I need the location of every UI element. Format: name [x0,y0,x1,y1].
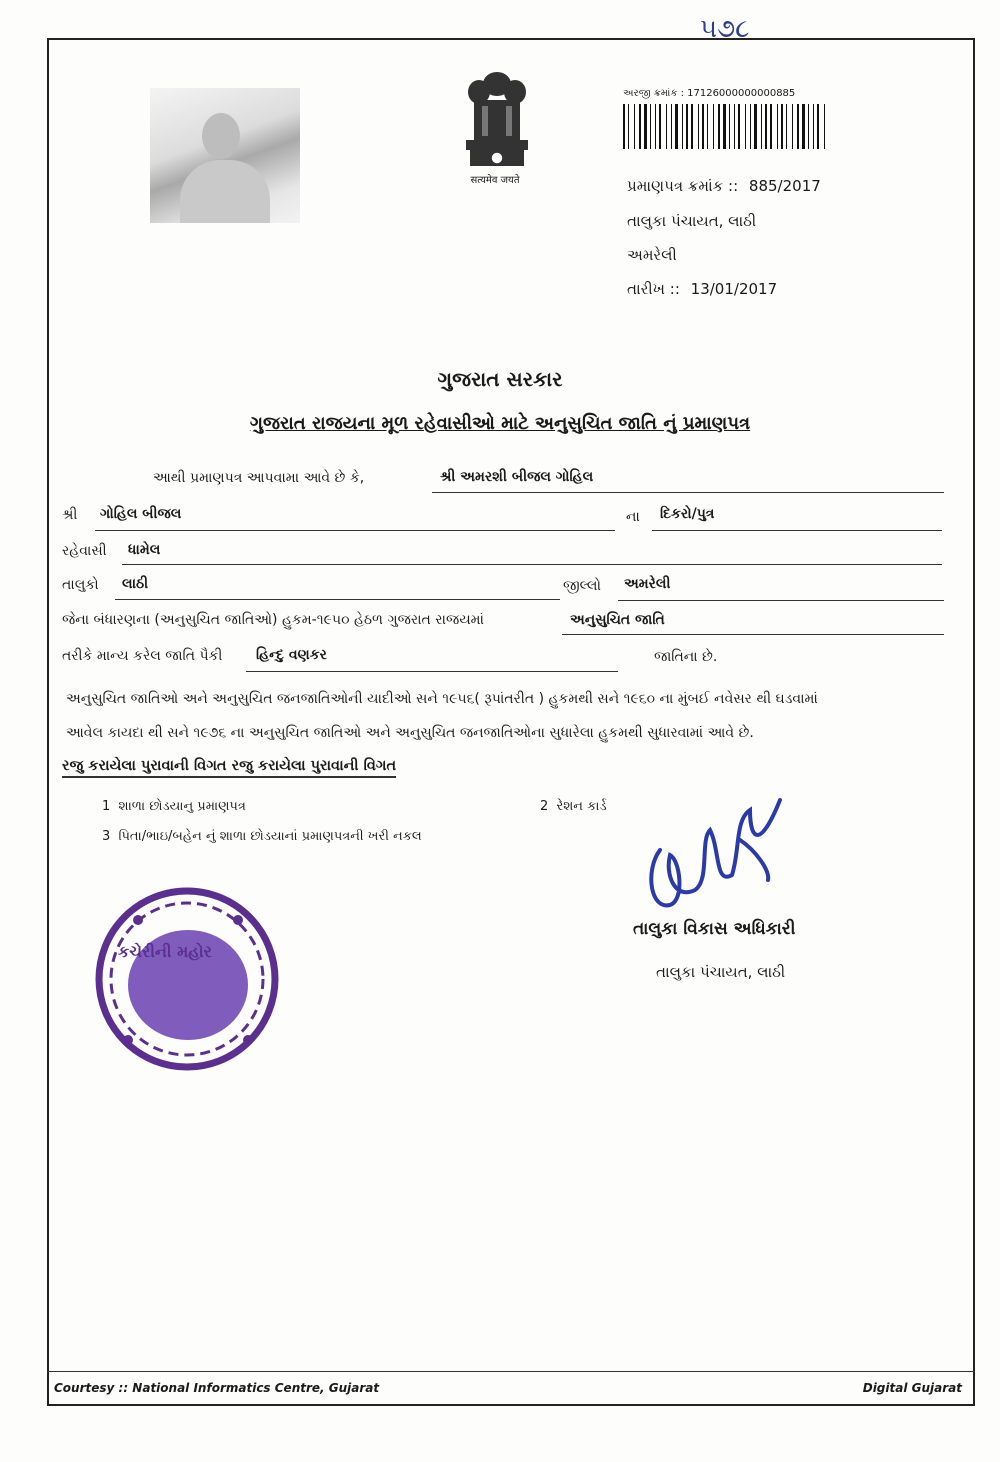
certificate-date: 13/01/2017 [690,280,778,298]
relation: દિકરો/પુત્ર [660,506,715,522]
residence: ધામેલ [128,542,161,558]
certificate-number-label: પ્રમાણપત્ર ક્રમાંક :: [627,177,739,195]
parent-label: શ્રી [62,507,78,523]
application-number-value: 17126000000000885 [687,88,796,99]
document-item: 2 રેશન કાર્ડ [540,799,607,814]
holder-name-line [432,492,944,493]
paragraph-line-2: આવેલ કાયદા થી સને ૧૯૭૬ ના અનુસુચિત જાતિઓ અને અનુસુચિત જનજાતિઓના સુધારેલા હુકમથી સુધારવામાં આવે છે. [66,725,754,741]
taluka-label: તાલુકો [62,577,99,593]
parent-name: ગોહિલ બીજલ [100,506,182,522]
intro-label: આથી પ્રમાણપત્ર આપવામા આવે છે કે, [153,470,365,486]
relation-label: ના [626,509,640,525]
holder-name: શ્રી અમરશી બીજલ ગોહિલ [440,469,594,485]
order-label: જેના બંધારણના (અનુસુચિત જાતિઓ) હુકમ-૧૯૫૦ હેઠળ ગુજરાત રાજયમાં [62,612,484,628]
taluka: લાઠી [122,576,149,592]
issuing-district: અમરેલી [627,246,677,264]
document-item: 3 પિતા/ભાઇ/બહેન નું શાળા છોડયાનાં પ્રમાણપત્રની ખરી નકલ [102,829,422,844]
issuing-government: ગુજરાત સરકાર [437,367,563,391]
certificate-number-row [627,177,821,195]
residence-label: રહેવાસી [62,543,107,559]
officer-title: તાલુકા વિકાસ અધિકારી [633,919,796,939]
certificate-date-label: તારીખ :: [627,280,680,298]
application-number [623,88,795,99]
footer-courtesy: Courtesy :: National Informatics Centre, Gujarat [54,1381,380,1395]
amendment-paragraph [66,682,946,750]
district-label: જીલ્લો [563,578,601,594]
footer-brand: Digital Gujarat [862,1381,962,1395]
office-seal [88,880,286,1078]
parent-name-line [95,530,615,531]
footer-divider [47,1371,975,1372]
district-line [618,600,944,601]
officer-signature [640,780,790,930]
page-number: ૫૭૮ [700,14,750,44]
district: અમરેલી [624,576,671,592]
documents-title: રજુ કરાયેલા પુરાવાની વિગત રજુ કરાયેલા પુરાવાની વિગત [62,758,396,778]
caste-suffix: જાતિના છે. [654,649,718,665]
emblem-motto: सत्यमेव जयते [470,175,520,186]
caste-line [246,671,618,672]
caste: હિન્દુ વણકર [256,647,327,663]
applicant-photo [150,88,300,223]
seal-text: કચેરીની મહોર [118,942,212,961]
issuing-office: તાલુકા પંચાયત, લાઠી [627,212,757,230]
barcode [623,104,828,149]
national-emblem-icon [452,62,542,182]
certificate-number: 885/2017 [748,177,821,195]
application-number-label: અરજી ક્રમાંક : [623,88,684,99]
category-line [562,634,944,635]
document-item: 1 શાળા છોડયાનુ પ્રમાણપત્ર [102,799,246,814]
certificate-title: ગુજરાત રાજયના મૂળ રહેવાસીઓ માટે અનુસુચિત જાતિ નું પ્રમાણપત્ર [249,413,751,434]
category: અનુસુચિત જાતિ [570,612,665,628]
relation-line [652,530,942,531]
certificate-date-row [627,280,777,298]
paragraph-line-1: અનુસુચિત જાતિઓ અને અનુસુચિત જનજાતિઓની યાદીઓ સને ૧૯૫૬( રૂપાંતરીત ) હુકમથી સને ૧૯૬૦ ના મુંબઈ નવેસર થી ઘડવામાં [66,691,818,707]
residence-line [122,564,942,565]
taluka-line [115,599,560,600]
caste-label: તરીકે માન્ય કરેલ જાતિ પૈકી [62,648,223,664]
officer-office: તાલુકા પંચાયત, લાઠી [656,963,786,981]
